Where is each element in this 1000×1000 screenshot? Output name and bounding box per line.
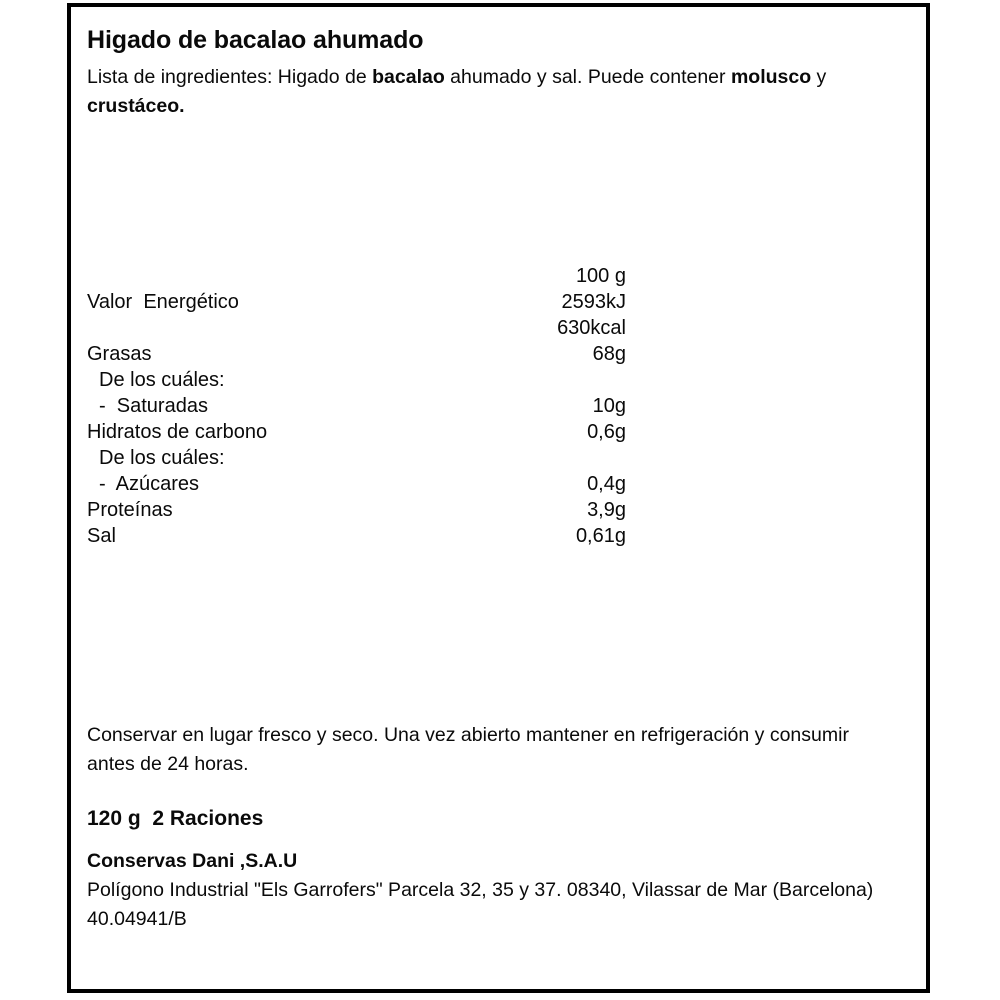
nutrition-row [87, 447, 627, 473]
nutrition-row-value: 68g [592, 343, 626, 365]
allergen-crustaceo: crustáceo. [87, 94, 185, 117]
nutrition-table-body [87, 265, 627, 551]
nutrition-row-label: Sal [87, 525, 116, 547]
nutrition-row-label: Proteínas [87, 499, 173, 521]
nutrition-row-label: Grasas [87, 343, 152, 365]
nutrition-row-label: Valor Energético [87, 291, 239, 313]
nutrition-row-label: De los cuáles: [99, 369, 225, 391]
nutrition-row-value [451, 447, 627, 473]
nutrition-row [87, 525, 627, 551]
nutrition-row-value: 0,61g [575, 525, 626, 547]
nutrition-row-value: 0,6g [587, 421, 626, 443]
nutrition-row-value: 0,4g [587, 473, 626, 495]
nutrition-row [87, 395, 627, 421]
net-weight-servings: 120 g 2 Raciones [87, 807, 264, 830]
nutrition-label-frame [67, 3, 930, 993]
nutrition-row [87, 499, 627, 525]
registration-number: 40.04941/B [87, 908, 187, 930]
manufacturer-info [87, 847, 897, 934]
nutrition-row-value: 630kcal [557, 317, 626, 339]
company-name: Conservas Dani ,S.A.U [87, 850, 298, 872]
allergen-molusco: molusco [730, 65, 812, 88]
nutrition-row-label: - Azúcares [99, 473, 200, 495]
nutrition-row-label: Hidratos de carbono [87, 421, 268, 443]
label-content-area [71, 7, 926, 989]
storage-instructions: Conservar en lugar fresco y seco. Una vez abierto mantener en refrigeración y consumir antes de 24 horas. [87, 723, 849, 775]
nutrition-row-value: 10g [592, 395, 626, 417]
nutrition-row-value: 2593kJ [561, 291, 626, 313]
nutrition-facts-table [87, 265, 627, 551]
nutrition-row [87, 317, 627, 343]
ingredients-middle: ahumado y sal. Puede contener [444, 65, 731, 88]
nutrition-row-label: - Saturadas [99, 395, 208, 417]
ingredients-prefix: Lista de ingredientes: Higado de [87, 65, 373, 88]
nutrition-row-label: De los cuáles: [99, 447, 225, 469]
company-address: Polígono Industrial "Els Garrofers" Parcela 32, 35 y 37. 08340, Vilassar de Mar (Barcelona) [87, 879, 874, 901]
ingredients-list [87, 63, 887, 121]
nutrition-row-value: 3,9g [587, 499, 626, 521]
nutrition-header-label [87, 265, 451, 291]
nutrition-column-header: 100 g [575, 265, 626, 287]
page-title: Higado de bacalao ahumado [87, 25, 424, 54]
nutrition-row [87, 291, 627, 317]
nutrition-header-row [87, 265, 627, 291]
allergen-bacalao: bacalao [372, 65, 445, 88]
nutrition-row-label [87, 317, 451, 343]
ingredients-conjunction: y [811, 65, 827, 88]
nutrition-row [87, 473, 627, 499]
nutrition-row-value [451, 369, 627, 395]
nutrition-row [87, 369, 627, 395]
nutrition-row [87, 421, 627, 447]
nutrition-row [87, 343, 627, 369]
